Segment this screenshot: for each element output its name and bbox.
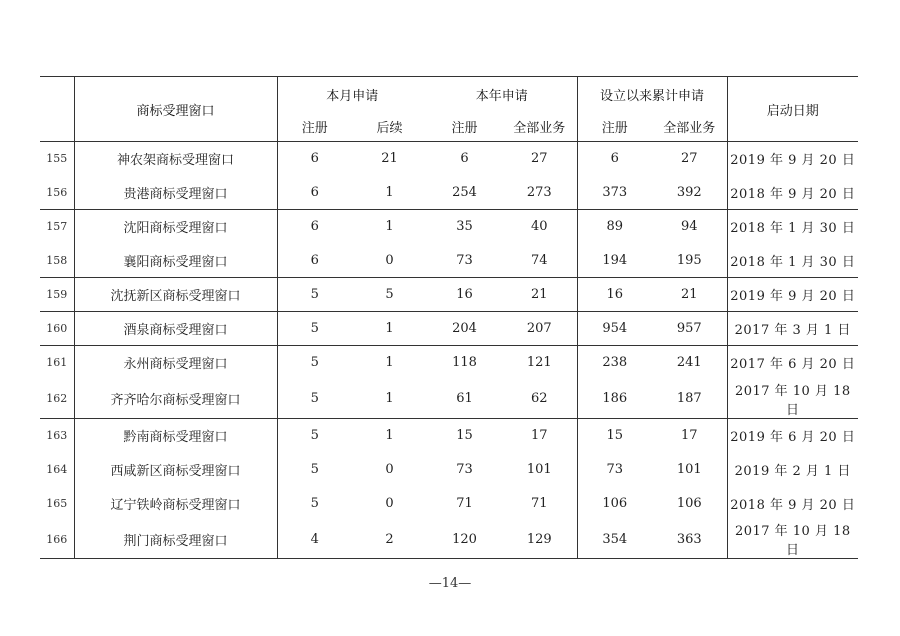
cumulative-register-cell: 106 [577,486,652,520]
year-register-cell: 120 [452,531,477,547]
table-row [40,244,858,278]
cumulative-register-cell: 6 [577,142,652,176]
month-register-header: 注册 [277,111,352,142]
cumulative-all-business-cell: 957 [676,321,702,336]
start-date-cell: 2017 年 3 月 1 日 [727,312,858,346]
table-row [40,210,858,244]
month-follow-cell: 1 [385,355,394,371]
window-name: 齐齐哈尔商标受理窗口 [74,380,277,419]
window-name: 神农架商标受理窗口 [74,142,277,176]
start-date-cell: 2018 年 9 月 20 日 [727,486,858,520]
table-row [40,142,858,176]
cumulative-register-cell: 954 [577,312,652,346]
cumulative-register-cell: 354 [577,520,652,559]
year-register-cell: 71 [456,495,473,511]
year-all-business-cell: 40 [531,219,548,235]
window-name: 辽宁铁岭商标受理窗口 [74,486,277,520]
start-date-cell: 2019 年 2 月 1 日 [727,452,858,486]
year-all-business-cell: 273 [526,184,552,200]
table-row [40,520,858,559]
window-name: 荆门商标受理窗口 [74,520,277,559]
cumulative-register-cell: 238 [577,346,652,380]
cumulative-all-business-cell: 363 [676,531,702,547]
table-row [40,380,858,419]
table-row [40,312,858,346]
month-register-cell: 6 [277,244,352,278]
month-register-cell: 4 [277,520,352,559]
window-name: 酒泉商标受理窗口 [74,312,277,346]
month-register-cell: 5 [277,486,352,520]
year-register-cell: 6 [460,151,469,167]
year-all-business-cell: 207 [526,321,552,336]
month-register-cell: 5 [277,346,352,380]
row-index: 161 [46,356,68,370]
window-name: 黔南商标受理窗口 [74,418,277,452]
month-register-cell: 6 [277,176,352,210]
month-application-header: 本月申请 [277,77,427,112]
year-register-cell: 204 [452,321,477,336]
month-register-cell: 5 [277,278,352,312]
trademark-window-table [40,76,858,559]
year-register-cell: 15 [456,427,473,443]
row-index: 165 [46,496,68,510]
start-date-cell: 2018 年 9 月 20 日 [727,176,858,210]
row-index: 158 [46,253,68,267]
start-date-header: 启动日期 [727,77,858,142]
month-follow-cell: 1 [385,391,394,406]
cumulative-register-cell: 15 [577,418,652,452]
cumulative-register-cell: 194 [577,244,652,278]
month-follow-cell: 1 [385,219,394,235]
window-name: 永州商标受理窗口 [74,346,277,380]
cumulative-register-cell: 186 [577,380,652,419]
year-all-business-cell: 121 [526,355,552,371]
cumulative-all-business-cell: 195 [676,252,702,268]
window-name: 沈阳商标受理窗口 [74,210,277,244]
year-register-cell: 35 [456,219,473,235]
start-date-cell: 2017 年 10 月 18 日 [727,520,858,559]
year-register-header: 注册 [451,120,478,136]
row-index: 166 [46,532,68,546]
year-register-cell: 73 [456,252,473,268]
month-register-cell: 5 [277,452,352,486]
row-index: 156 [46,185,68,199]
cumulative-register-header: 注册 [577,111,652,142]
cumulative-all-business-cell: 94 [681,219,698,235]
cumulative-all-business-cell: 241 [676,355,702,371]
month-register-cell: 5 [277,380,352,419]
year-register-cell: 118 [452,355,477,371]
index-header [40,77,74,142]
cumulative-application-header: 设立以来累计申请 [577,77,727,112]
year-all-business-cell: 129 [526,531,552,547]
window-name: 襄阳商标受理窗口 [74,244,277,278]
start-date-cell: 2019 年 6 月 20 日 [727,418,858,452]
year-register-cell: 254 [452,184,477,200]
year-all-business-cell: 21 [531,287,548,302]
cumulative-all-business-header: 全部业务 [663,120,716,136]
month-follow-cell: 0 [385,495,394,511]
start-date-cell: 2018 年 1 月 30 日 [727,244,858,278]
year-application-header: 本年申请 [475,88,528,104]
month-follow-cell: 5 [385,287,394,302]
cumulative-all-business-cell: 101 [676,461,702,477]
table-row [40,176,858,210]
year-register-cell: 16 [456,287,473,302]
table-body [40,142,858,559]
row-index: 164 [46,462,68,476]
window-name: 贵港商标受理窗口 [74,176,277,210]
cumulative-all-business-cell: 27 [681,151,698,167]
year-all-business-cell: 71 [531,495,548,511]
month-follow-cell: 21 [381,151,398,167]
row-index: 159 [46,288,68,301]
cumulative-register-cell: 89 [577,210,652,244]
month-register-cell: 5 [277,418,352,452]
window-name: 西咸新区商标受理窗口 [74,452,277,486]
year-all-business-cell: 101 [526,461,552,477]
row-index: 163 [46,428,68,442]
row-index: 160 [46,322,68,335]
row-index: 157 [46,220,68,234]
month-register-cell: 6 [277,210,352,244]
month-follow-cell: 1 [385,184,394,200]
table-row [40,486,858,520]
cumulative-all-business-cell: 187 [676,391,702,406]
row-index: 162 [46,392,68,405]
cumulative-all-business-cell: 21 [681,287,698,302]
year-all-business-cell: 62 [531,391,548,406]
year-all-business-cell: 17 [531,427,548,443]
start-date-cell: 2019 年 9 月 20 日 [727,142,858,176]
month-follow-cell: 0 [385,252,394,268]
cumulative-all-business-cell: 17 [681,427,698,443]
cumulative-register-cell: 73 [577,452,652,486]
table-row [40,346,858,380]
month-register-cell: 6 [277,142,352,176]
cumulative-all-business-cell: 392 [676,184,702,200]
year-all-business-cell: 27 [531,151,548,167]
table-row [40,452,858,486]
row-index: 155 [46,152,68,166]
cumulative-register-cell: 373 [577,176,652,210]
cumulative-register-cell: 16 [577,278,652,312]
start-date-cell: 2018 年 1 月 30 日 [727,210,858,244]
cumulative-all-business-cell: 106 [676,495,702,511]
page-number: —14— [428,576,472,591]
month-follow-cell: 2 [385,531,394,547]
year-all-business-header: 全部业务 [513,120,566,136]
month-follow-header: 后续 [376,120,403,136]
month-follow-cell: 1 [385,321,394,336]
table-row [40,418,858,452]
year-register-cell: 73 [456,461,473,477]
year-all-business-cell: 74 [531,252,548,268]
window-name: 沈抚新区商标受理窗口 [74,278,277,312]
window-header: 商标受理窗口 [74,77,277,142]
start-date-cell: 2019 年 9 月 20 日 [727,278,858,312]
year-register-cell: 61 [456,391,473,406]
month-register-cell: 5 [277,312,352,346]
start-date-cell: 2017 年 10 月 18 日 [727,380,858,419]
start-date-cell: 2017 年 6 月 20 日 [727,346,858,380]
month-follow-cell: 0 [385,461,394,477]
table-row [40,278,858,312]
month-follow-cell: 1 [385,427,394,443]
